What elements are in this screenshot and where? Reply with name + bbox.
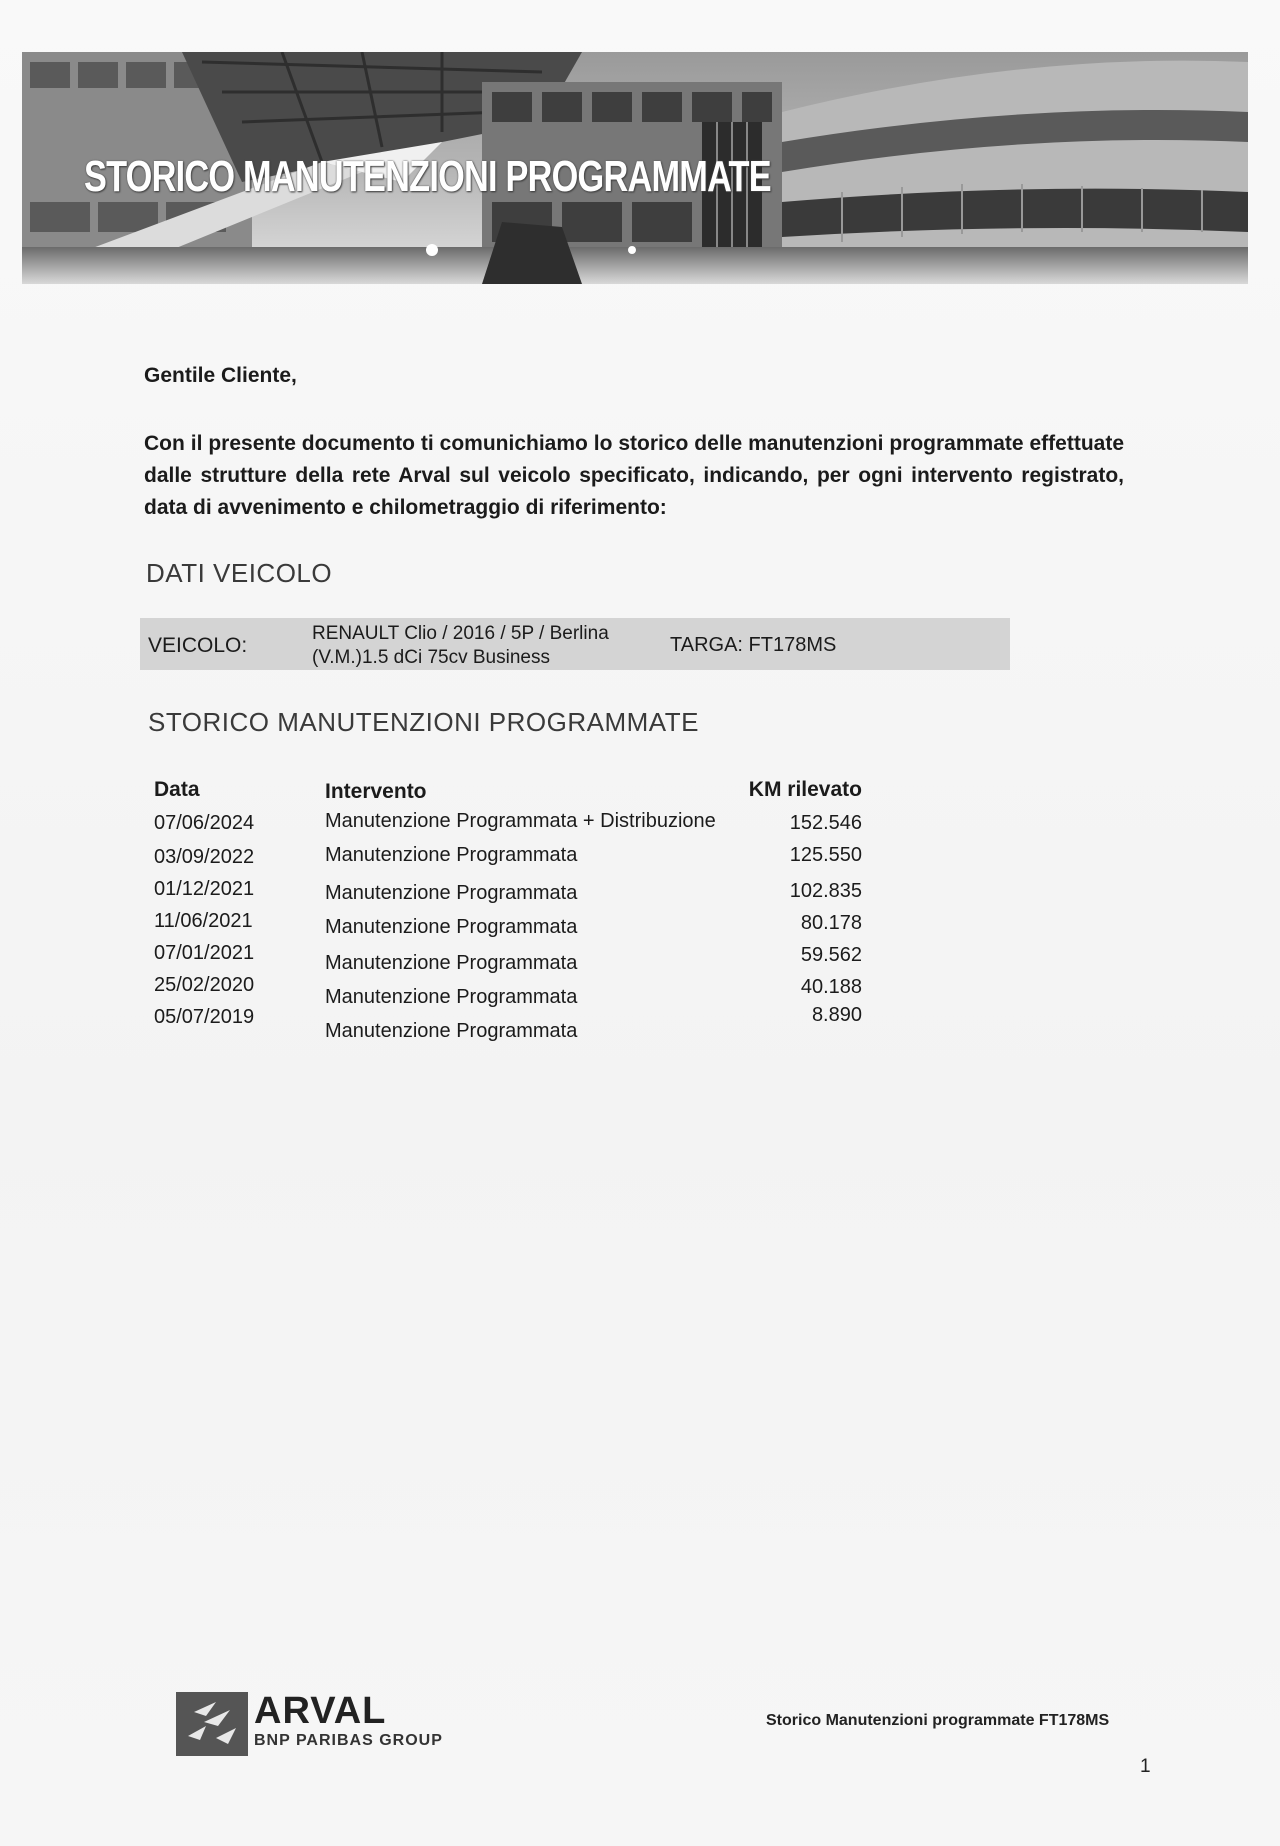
row-date: 11/06/2021 (154, 910, 253, 932)
table-row (152, 974, 872, 1008)
row-km: 125.550 (789, 844, 862, 866)
row-date: 03/09/2022 (154, 846, 255, 868)
row-intervention: Manutenzione Programmata (325, 952, 578, 974)
row-date: 07/06/2024 (154, 812, 255, 834)
column-header-km: KM rilevato (748, 778, 862, 801)
vehicle-section-title: DATI VEICOLO (146, 558, 333, 588)
vehicle-line-2: (V.M.)1.5 dCi 75cv Business (312, 647, 550, 668)
row-date: 05/07/2019 (154, 1006, 255, 1028)
arval-logo-icon (176, 1692, 248, 1756)
column-header-intervention: Intervento (325, 780, 427, 803)
row-date: 01/12/2021 (154, 878, 255, 900)
salutation: Gentile Cliente, (144, 364, 297, 387)
row-intervention: Manutenzione Programmata (325, 882, 578, 904)
row-intervention: Manutenzione Programmata (325, 916, 578, 938)
table-row (152, 878, 872, 908)
column-header-date: Data (154, 778, 200, 801)
page-number: 1 (1140, 1756, 1151, 1777)
row-km: 152.546 (789, 812, 862, 834)
row-intervention: Manutenzione Programmata (325, 986, 578, 1008)
row-km: 8.890 (811, 1004, 862, 1026)
logo-group: BNP PARIBAS GROUP (254, 1732, 443, 1749)
row-km: 102.835 (789, 880, 862, 902)
row-intervention: Manutenzione Programmata (325, 844, 578, 866)
row-intervention: Manutenzione Programmata (325, 1020, 578, 1042)
row-date: 07/01/2021 (154, 942, 255, 964)
vehicle-line-1: RENAULT Clio / 2016 / 5P / Berlina (312, 623, 609, 644)
row-km: 80.178 (800, 912, 862, 934)
table-row (152, 846, 872, 876)
row-km: 59.562 (800, 944, 862, 966)
vehicle-info-bar (140, 618, 1010, 670)
footer-document-name: Storico Manutenzioni programmate FT178MS (766, 1712, 1110, 1729)
table-row (152, 812, 872, 842)
table-row (152, 910, 872, 940)
row-date: 25/02/2020 (154, 974, 255, 996)
history-section-title: STORICO MANUTENZIONI PROGRAMMATE (148, 707, 699, 737)
logo-name: ARVAL (254, 1690, 387, 1732)
vehicle-description (312, 622, 652, 670)
row-km: 40.188 (800, 976, 862, 998)
header-banner (22, 52, 1248, 284)
banner-title: STORICO MANUTENZIONI PROGRAMMATE (84, 152, 771, 201)
table-row (152, 1004, 872, 1042)
vehicle-label: VEICOLO: (148, 634, 248, 657)
intro-paragraph: Con il presente documento ti comunichiamo lo storico delle manutenzioni programmate effettuate dalle strutture della rete Arval sul veicolo specificato, indicando, per ogni intervento registrato, data di avvenimento e chilometraggio di riferimento: (144, 432, 1124, 519)
row-intervention: Manutenzione Programmata + Distribuzione (325, 810, 716, 832)
table-row (152, 942, 872, 972)
license-plate: TARGA: FT178MS (670, 634, 837, 656)
